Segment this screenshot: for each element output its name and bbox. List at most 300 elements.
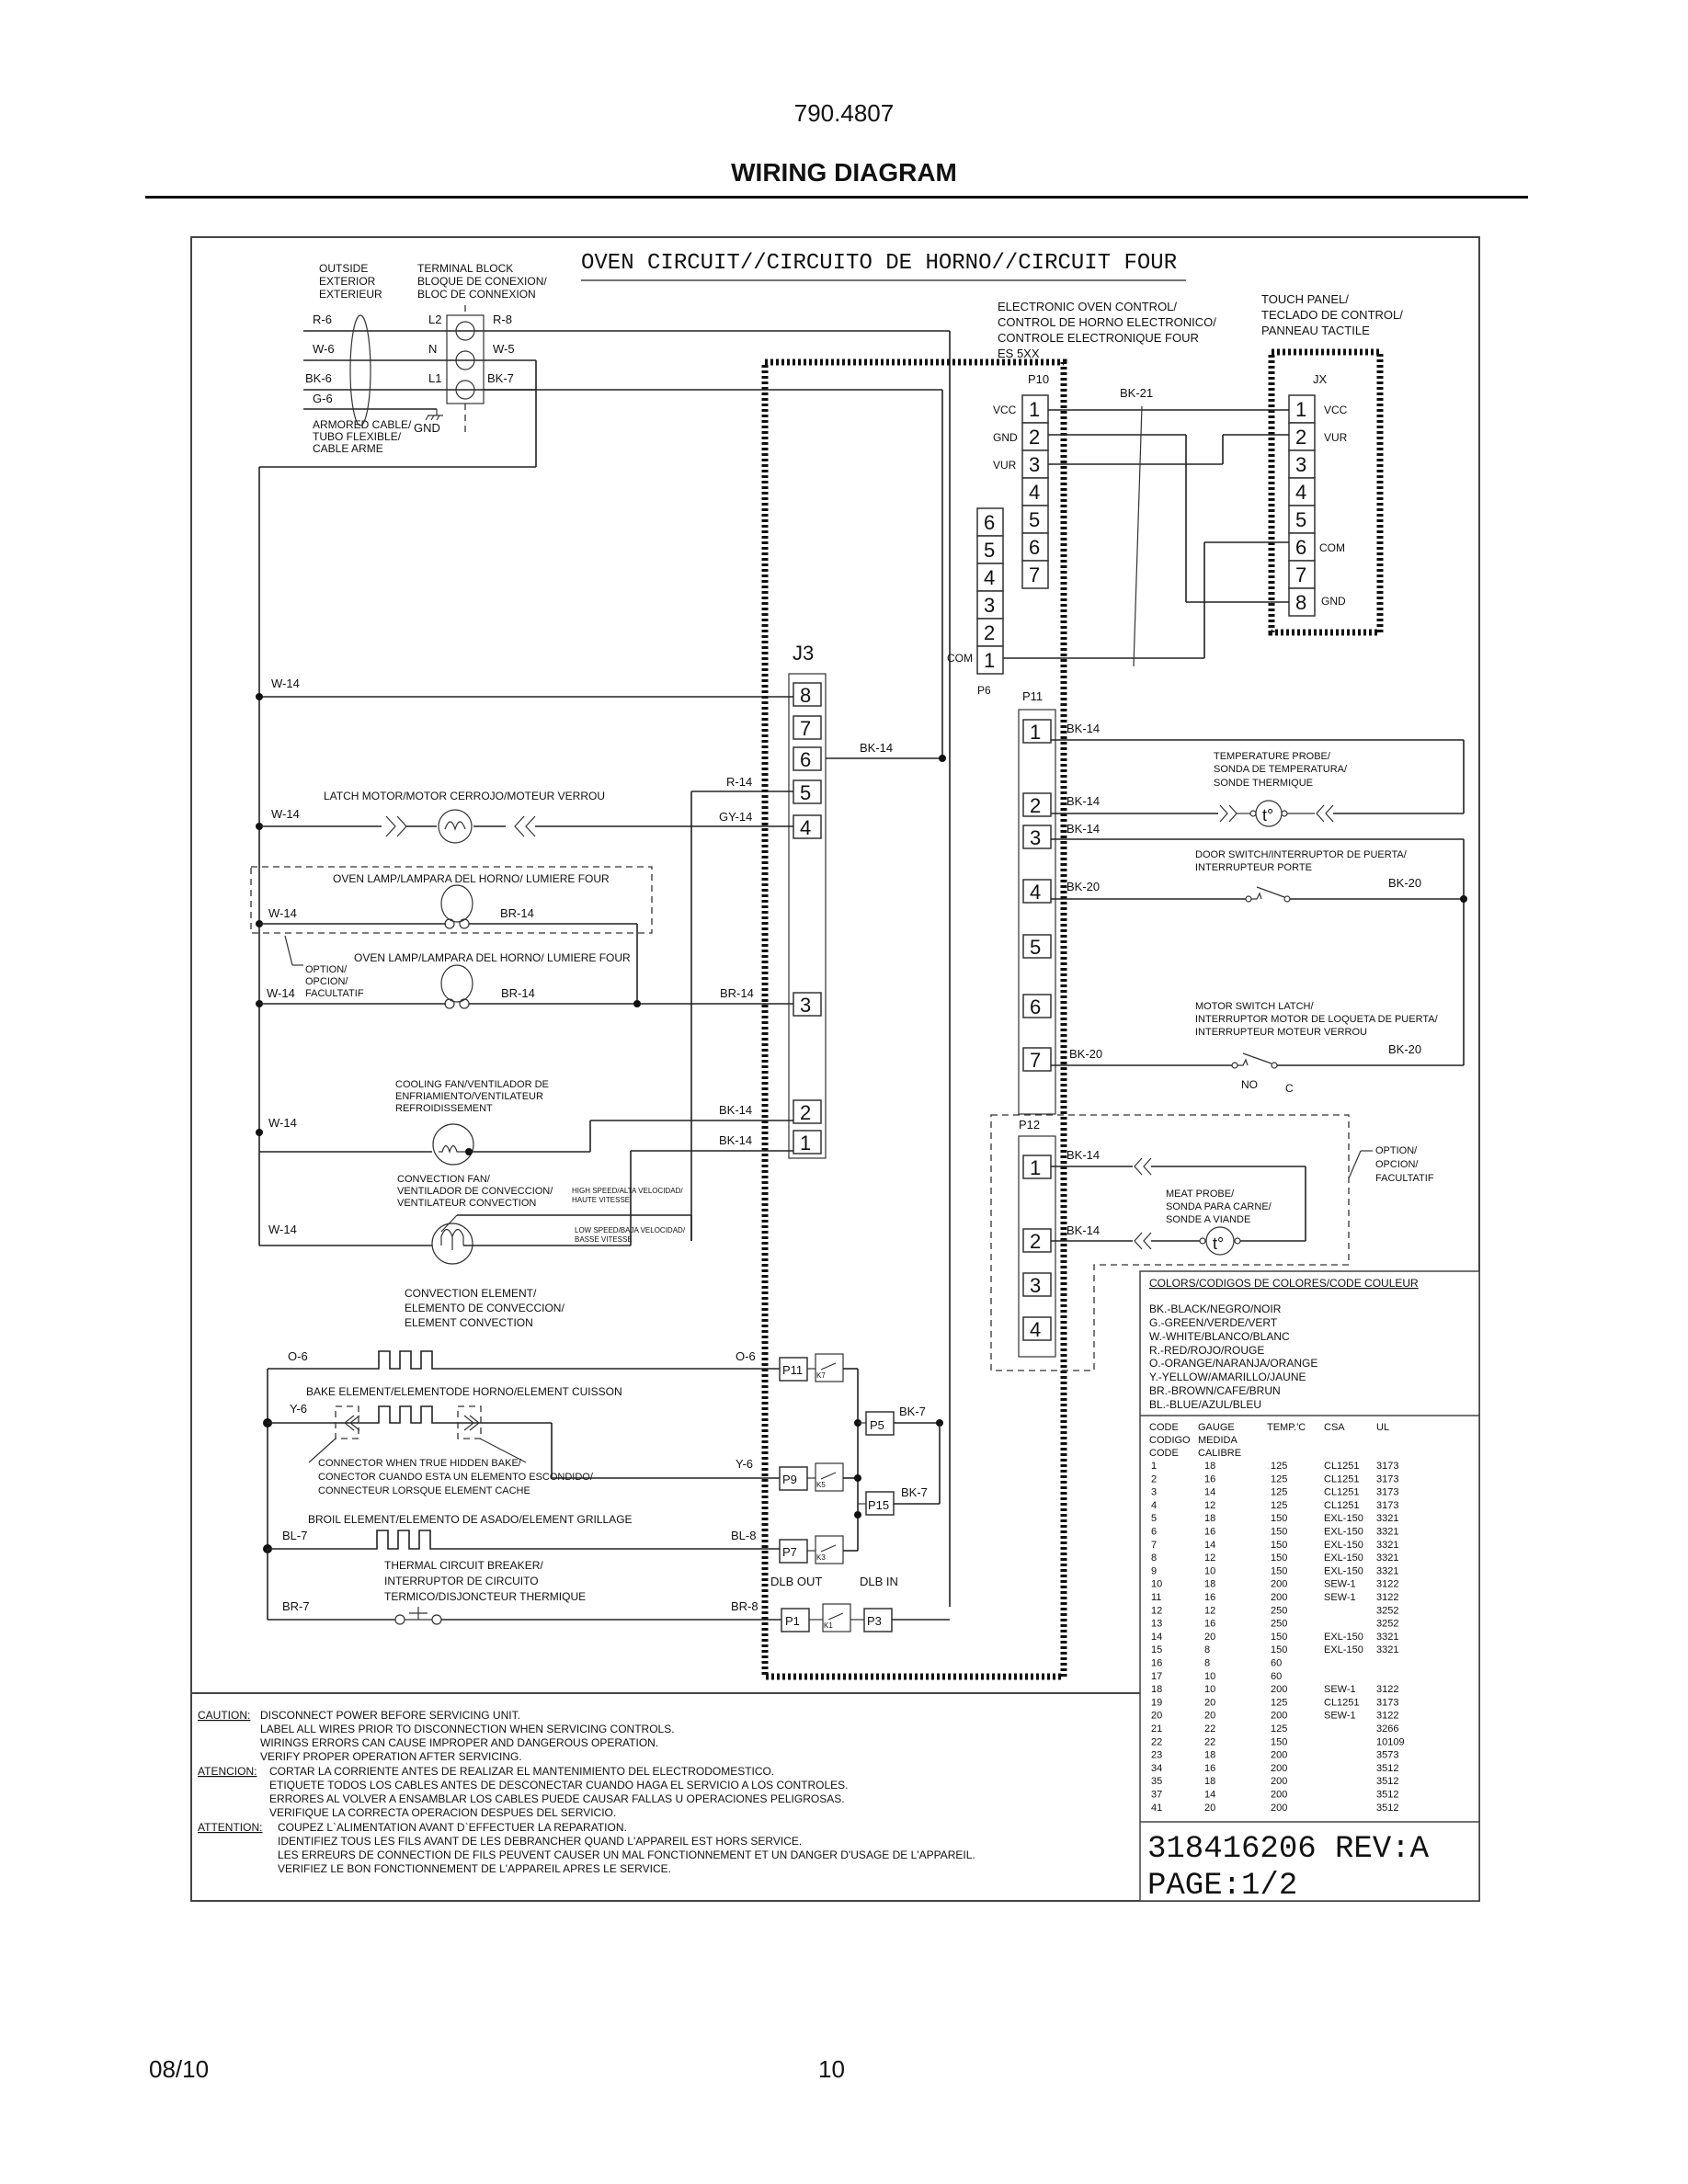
gauge-table-cell: 3321 (1376, 1526, 1399, 1538)
svg-text:3: 3 (1295, 453, 1307, 476)
svg-text:OUTSIDE: OUTSIDE (319, 262, 369, 275)
j3-label: J3 (793, 642, 815, 665)
p10-label: P10 (1028, 372, 1050, 386)
svg-text:ARMORED CABLE/: ARMORED CABLE/ (313, 418, 412, 431)
j3-pin5-wire: R-14 (726, 775, 753, 789)
gauge-table-cell: 3122 (1376, 1592, 1399, 1603)
cooling-fan-icon (259, 1120, 793, 1165)
svg-text:P7: P7 (782, 1545, 797, 1559)
svg-text:SONDA PARA CARNE/: SONDA PARA CARNE/ (1166, 1201, 1272, 1212)
breaker-right-wire: BR-8 (731, 1599, 758, 1613)
gauge-table-cell: 3173 (1376, 1486, 1399, 1498)
door-switch-wire: BK-20 (1388, 876, 1422, 890)
svg-text:VCC: VCC (1324, 404, 1348, 416)
svg-text:2: 2 (1030, 794, 1042, 817)
svg-text:BK-7: BK-7 (487, 371, 514, 385)
svg-text:GAUGE: GAUGE (1198, 1422, 1235, 1433)
svg-text:K5: K5 (816, 1481, 826, 1489)
svg-text:BK-20: BK-20 (1069, 1047, 1103, 1061)
svg-text:CONNECTOR WHEN TRUE HIDDEN BAK: CONNECTOR WHEN TRUE HIDDEN BAKE/ (318, 1458, 521, 1469)
gauge-table-cell: 18 (1151, 1684, 1163, 1696)
svg-text:MOTOR SWITCH LATCH/: MOTOR SWITCH LATCH/ (1195, 1001, 1314, 1012)
svg-text:ENFRIAMIENTO/VENTILATEUR: ENFRIAMIENTO/VENTILATEUR (395, 1091, 543, 1102)
gauge-table-cell: 10 (1204, 1565, 1216, 1577)
gauge-table-cell: 14 (1204, 1789, 1216, 1801)
svg-text:2: 2 (1295, 426, 1307, 449)
gauge-table-cell: 20 (1204, 1631, 1216, 1643)
conv-left-wire: O-6 (288, 1349, 308, 1363)
svg-text:1: 1 (984, 649, 996, 672)
gauge-table-cell: 3321 (1376, 1631, 1399, 1643)
dlb-in-label: DLB IN (860, 1575, 898, 1588)
svg-text:W-14: W-14 (271, 677, 300, 690)
svg-text:BK-7: BK-7 (901, 1485, 928, 1499)
gauge-table-cell: 20 (1204, 1802, 1216, 1814)
svg-text:5: 5 (1295, 508, 1307, 531)
gauge-table-cell: 22 (1151, 1736, 1163, 1748)
svg-text:P6: P6 (977, 684, 991, 697)
svg-text:2: 2 (1029, 426, 1041, 449)
svg-text:ERRORES AL VOLVER A ENSAMBLAR: ERRORES AL VOLVER A ENSAMBLAR LOS CABLES PUEDE CAUSAR FALLAS U OPERACIONES PELIGROSAS. (269, 1792, 845, 1805)
svg-text:P3: P3 (867, 1614, 882, 1628)
gauge-table-cell: 200 (1271, 1789, 1288, 1801)
latch-motor-label: LATCH MOTOR/MOTOR CERROJO/MOTEUR VERROU (324, 790, 606, 802)
gauge-table-cell: 1 (1151, 1461, 1158, 1472)
svg-text:BK-14: BK-14 (1066, 1223, 1101, 1237)
gauge-table-cell: 15 (1151, 1644, 1163, 1656)
gauge-table-cell: 12 (1204, 1553, 1216, 1564)
gauge-table-cell: 200 (1271, 1592, 1288, 1603)
svg-text:EXTERIOR: EXTERIOR (319, 275, 376, 288)
svg-text:C: C (1285, 1082, 1294, 1095)
relay-k1 (781, 1604, 950, 1632)
svg-text:O.-ORANGE/NARANJA/ORANGE: O.-ORANGE/NARANJA/ORANGE (1149, 1357, 1318, 1370)
svg-text:7: 7 (1029, 563, 1041, 586)
gauge-table-cell: 125 (1271, 1499, 1288, 1511)
gauge-table-cell: 150 (1271, 1736, 1288, 1748)
bake-right-wire: Y-6 (736, 1457, 754, 1471)
gauge-table-cell: 3321 (1376, 1513, 1399, 1525)
svg-text:R.-RED/ROJO/ROUGE: R.-RED/ROJO/ROUGE (1149, 1344, 1265, 1357)
svg-text:W-14: W-14 (271, 807, 300, 821)
gauge-table-cell: 125 (1271, 1723, 1288, 1735)
svg-text:LES ERREURS DE CONNECTION DE F: LES ERREURS DE CONNECTION DE FILS PEUVENT CAUSER UN MAL FONCTIONNEMENT ET UN DANGER D'USAGE DE L'APPAREIL. (278, 1848, 975, 1861)
gauge-table-cell: EXL-150 (1324, 1513, 1363, 1525)
gauge-table-cell: EXL-150 (1324, 1565, 1363, 1577)
svg-text:G.-GREEN/VERDE/VERT: G.-GREEN/VERDE/VERT (1149, 1316, 1278, 1329)
motor-switch-icon (1232, 1053, 1464, 1095)
gauge-table-cell: 200 (1271, 1578, 1288, 1590)
gauge-table-cell: 23 (1151, 1749, 1163, 1761)
svg-text:P15: P15 (868, 1498, 890, 1512)
relay-k5 (780, 1463, 858, 1491)
svg-text:INTERRUPTOR DE CIRCUITO: INTERRUPTOR DE CIRCUITO (384, 1575, 539, 1587)
broil-right-wire: BL-8 (731, 1529, 757, 1542)
svg-text:CODIGO: CODIGO (1149, 1435, 1191, 1446)
svg-text:P1: P1 (785, 1614, 800, 1628)
j3-pin3-wire: BR-14 (720, 986, 754, 1000)
svg-text:1: 1 (800, 1132, 812, 1155)
oven-lamp-label: OVEN LAMP/LAMPARA DEL HORNO/ LUMIERE FOUR (354, 951, 631, 964)
svg-text:CONTROL DE HORNO ELECTRONICO/: CONTROL DE HORNO ELECTRONICO/ (998, 315, 1216, 329)
svg-text:8: 8 (1295, 591, 1307, 614)
oven-lamp-label-optional: OVEN LAMP/LAMPARA DEL HORNO/ LUMIERE FOUR (333, 872, 610, 885)
gauge-table-cell: 10109 (1376, 1736, 1405, 1748)
svg-text:INTERRUPTOR MOTOR DE LOQUETA D: INTERRUPTOR MOTOR DE LOQUETA DE PUERTA/ (1195, 1014, 1438, 1025)
svg-text:OPTION/: OPTION/ (305, 964, 348, 975)
j3-pin1-wire: BK-14 (719, 1133, 753, 1147)
svg-text:CALIBRE: CALIBRE (1198, 1448, 1242, 1459)
svg-text:TEMPERATURE PROBE/: TEMPERATURE PROBE/ (1214, 751, 1330, 762)
gauge-table-cell: 200 (1271, 1749, 1288, 1761)
svg-text:3: 3 (984, 594, 996, 617)
svg-text:EXTERIEUR: EXTERIEUR (319, 288, 382, 301)
svg-text:ELECTRONIC OVEN CONTROL/: ELECTRONIC OVEN CONTROL/ (998, 300, 1178, 313)
gauge-table-cell: 14 (1151, 1631, 1163, 1643)
gauge-table-cell: 150 (1271, 1565, 1288, 1577)
svg-text:K3: K3 (816, 1553, 826, 1562)
svg-text:CONVECTION ELEMENT/: CONVECTION ELEMENT/ (405, 1287, 537, 1300)
svg-text:BK-20: BK-20 (1066, 880, 1101, 893)
bake-left-wire: Y-6 (290, 1402, 308, 1416)
svg-text:CODE: CODE (1149, 1448, 1179, 1459)
gauge-table-cell: 16 (1204, 1592, 1216, 1603)
gauge-table-cell: 7 (1151, 1539, 1158, 1551)
svg-text:W-14: W-14 (267, 986, 295, 1000)
svg-text:3: 3 (1029, 453, 1041, 476)
svg-text:5: 5 (1029, 508, 1041, 531)
svg-text:LOW SPEED/BAJA VELOCIDAD/: LOW SPEED/BAJA VELOCIDAD/ (575, 1226, 686, 1234)
svg-text:TUBO FLEXIBLE/: TUBO FLEXIBLE/ (313, 430, 402, 443)
svg-text:TERMINAL BLOCK: TERMINAL BLOCK (417, 262, 514, 275)
svg-text:R-8: R-8 (493, 313, 512, 326)
gauge-table-cell: 5 (1151, 1513, 1158, 1525)
gauge-table-cell: 10 (1151, 1578, 1163, 1590)
gauge-table-cell: 150 (1271, 1644, 1288, 1656)
gauge-table-cell: 3512 (1376, 1789, 1399, 1801)
svg-text:VUR: VUR (1324, 431, 1348, 444)
svg-text:7: 7 (800, 717, 812, 740)
svg-text:G-6: G-6 (313, 392, 333, 405)
svg-text:TECLADO DE CONTROL/: TECLADO DE CONTROL/ (1261, 308, 1403, 322)
svg-text:L1: L1 (428, 371, 442, 385)
color-code-legend (1140, 1271, 1479, 1901)
svg-text:OPCION/: OPCION/ (1375, 1159, 1419, 1170)
gauge-table-cell: 18 (1204, 1513, 1216, 1525)
gauge-table-cell: 18 (1204, 1578, 1216, 1590)
svg-text:WIRINGS ERRORS CAN CAUSE IMPRO: WIRINGS ERRORS CAN CAUSE IMPROPER AND DANGEROUS OPERATION. (260, 1736, 659, 1749)
svg-text:BK-7: BK-7 (899, 1405, 926, 1418)
svg-text:7: 7 (1030, 1049, 1042, 1072)
gauge-table-cell: 60 (1271, 1657, 1283, 1669)
gauge-table-cell: SEW-1 (1324, 1710, 1356, 1722)
thermal-breaker-icon (268, 1607, 793, 1624)
gauge-table-cell: 6 (1151, 1526, 1158, 1538)
svg-text:2: 2 (984, 621, 996, 644)
j3-pin2-wire: BK-14 (719, 1103, 753, 1117)
gauge-table-cell: 250 (1271, 1605, 1288, 1617)
svg-text:CONTROLE ELECTRONIQUE FOUR: CONTROLE ELECTRONIQUE FOUR (998, 331, 1199, 345)
gauge-table-cell: 12 (1204, 1605, 1216, 1617)
armored-cable-label (313, 418, 412, 455)
jx-label: JX (1313, 372, 1328, 386)
touch-panel-outline (1272, 352, 1380, 632)
outside-label (319, 262, 382, 301)
broil-left-wire: BL-7 (282, 1529, 308, 1542)
svg-text:MEAT PROBE/: MEAT PROBE/ (1166, 1189, 1235, 1200)
gauge-table-cell: 3512 (1376, 1762, 1399, 1774)
svg-text:COUPEZ L`ALIMENTATION AVANT D`: COUPEZ L`ALIMENTATION AVANT D`EFFECTUER LA REPARATION. (278, 1821, 627, 1834)
ground-icon (426, 409, 443, 420)
lamp-wire: BR-14 (501, 986, 535, 1000)
svg-text:CORTAR LA CORRIENTE ANTES DE R: CORTAR LA CORRIENTE ANTES DE REALIZAR EL MANTENIMIENTO DEL ELECTRODOMESTICO. (269, 1765, 775, 1778)
door-switch-icon (1246, 887, 1467, 903)
gauge-table-cell: 2 (1151, 1473, 1158, 1485)
svg-text:1: 1 (1030, 721, 1042, 744)
svg-text:VUR: VUR (993, 459, 1017, 472)
svg-text:ETIQUETE TODOS LOS CABLES ANTE: ETIQUETE TODOS LOS CABLES ANTES DE DESCONECTAR CUANDO HAGA EL SERVICIO A LOS CONTROLES. (269, 1779, 849, 1792)
convection-fan-label (397, 1174, 553, 1209)
svg-text:W-14: W-14 (268, 1223, 297, 1236)
gauge-table-cell: 41 (1151, 1802, 1163, 1814)
svg-text:ATENCION:: ATENCION: (198, 1765, 257, 1778)
gauge-table-cell: 150 (1271, 1631, 1288, 1643)
svg-text:BK-14: BK-14 (1066, 722, 1101, 735)
gauge-table-cell: 16 (1151, 1657, 1163, 1669)
svg-text:BK-21: BK-21 (1120, 386, 1154, 400)
svg-text:8: 8 (800, 684, 812, 707)
jx-connector (1289, 395, 1348, 616)
svg-text:W-14: W-14 (268, 1116, 297, 1130)
svg-text:K7: K7 (816, 1371, 826, 1380)
conv-right-wire: O-6 (736, 1349, 756, 1363)
svg-text:ES 5XX: ES 5XX (998, 347, 1040, 360)
gauge-table-cell: 200 (1271, 1684, 1288, 1696)
svg-text:ELEMENT CONVECTION: ELEMENT CONVECTION (405, 1316, 533, 1329)
svg-text:VERIFIQUE LA CORRECTA OPERACIO: VERIFIQUE LA CORRECTA OPERACION DESPUES DEL SERVICIO. (269, 1806, 617, 1819)
p11-connector (1019, 710, 1055, 1114)
svg-text:BK-14: BK-14 (1066, 794, 1101, 808)
gauge-table-cell: 16 (1204, 1618, 1216, 1630)
p12-connector (1019, 1136, 1055, 1357)
svg-text:5: 5 (1030, 936, 1042, 959)
gauge-table-cell: 9 (1151, 1565, 1158, 1577)
svg-text:t°: t° (1213, 1234, 1225, 1253)
option-note-lamp (285, 936, 364, 999)
svg-text:BLOQUE DE CONEXION/: BLOQUE DE CONEXION/ (417, 275, 547, 288)
svg-text:LABEL ALL WIRES PRIOR TO DISCO: LABEL ALL WIRES PRIOR TO DISCONNECTION WHEN SERVICING CONTROLS. (260, 1723, 675, 1735)
meat-probe-icon (1200, 1227, 1306, 1255)
svg-text:VENTILADOR DE CONVECCION/: VENTILADOR DE CONVECCION/ (397, 1186, 553, 1197)
svg-text:HAUTE VITESSE: HAUTE VITESSE (572, 1196, 631, 1204)
gauge-table-cell: 150 (1271, 1513, 1288, 1525)
svg-text:SONDE THERMIQUE: SONDE THERMIQUE (1214, 778, 1313, 789)
gauge-table-cell: 14 (1204, 1486, 1216, 1498)
gauge-table-cell: 3573 (1376, 1749, 1399, 1761)
svg-text:Y.-YELLOW/AMARILLO/JAUNE: Y.-YELLOW/AMARILLO/JAUNE (1149, 1371, 1306, 1383)
svg-text:UL: UL (1376, 1422, 1390, 1433)
svg-text:4: 4 (1030, 881, 1042, 904)
gauge-table-cell: 3321 (1376, 1644, 1399, 1656)
svg-text:SONDA DE TEMPERATURA/: SONDA DE TEMPERATURA/ (1214, 764, 1348, 775)
electronic-control-label (998, 300, 1216, 360)
gauge-table-cell: 3321 (1376, 1553, 1399, 1564)
svg-text:K1: K1 (824, 1621, 833, 1630)
plug-p15 (858, 1485, 940, 1515)
gauge-table-cell: 16 (1204, 1762, 1216, 1774)
motor-switch-wire: BK-20 (1388, 1042, 1422, 1056)
gauge-table-cell: CL1251 (1324, 1461, 1360, 1472)
svg-text:6: 6 (984, 511, 996, 534)
svg-text:INTERRUPTEUR PORTE: INTERRUPTEUR PORTE (1195, 862, 1312, 873)
svg-text:4: 4 (1295, 481, 1307, 504)
high-speed-label (572, 1187, 683, 1204)
svg-text:DOOR SWITCH/INTERRUPTOR DE PUE: DOOR SWITCH/INTERRUPTOR DE PUERTA/ (1195, 849, 1407, 860)
gauge-table-cell: 10 (1204, 1670, 1216, 1682)
gauge-table-cell: 3173 (1376, 1499, 1399, 1511)
svg-text:BK-14: BK-14 (1066, 822, 1101, 836)
gauge-table-cell: 3122 (1376, 1710, 1399, 1722)
svg-text:VERIFIEZ LE BON FONCTIONNEMENT: VERIFIEZ LE BON FONCTIONNEMENT DE L'APPAREIL APRES LE SERVICE. (278, 1862, 671, 1875)
caution-block (198, 1709, 975, 1875)
j3-pin6-wire: BK-14 (860, 741, 894, 755)
svg-text:SONDE A VIANDE: SONDE A VIANDE (1166, 1214, 1251, 1225)
svg-text:P9: P9 (782, 1473, 797, 1486)
gauge-table-cell: CL1251 (1324, 1473, 1360, 1485)
gauge-table-cell: 14 (1204, 1539, 1216, 1551)
gauge-table-cell: 200 (1271, 1802, 1288, 1814)
svg-text:HIGH SPEED/ALTA VELOCIDAD/: HIGH SPEED/ALTA VELOCIDAD/ (572, 1187, 683, 1195)
dlb-out-label: DLB OUT (770, 1575, 823, 1588)
gauge-table-cell: 22 (1204, 1736, 1216, 1748)
page-indicator: PAGE:1/2 (1147, 1869, 1298, 1904)
gauge-table-cell: SEW-1 (1324, 1592, 1356, 1603)
svg-text:VCC: VCC (993, 404, 1017, 416)
svg-text:TOUCH PANEL/: TOUCH PANEL/ (1261, 292, 1349, 306)
door-switch-label (1195, 849, 1408, 873)
svg-text:THERMAL CIRCUIT BREAKER/: THERMAL CIRCUIT BREAKER/ (384, 1559, 543, 1572)
terminal-block (428, 305, 515, 437)
gauge-table-cell: EXL-150 (1324, 1526, 1363, 1538)
svg-text:2: 2 (1030, 1230, 1042, 1253)
circuit-title: OVEN CIRCUIT//CIRCUITO DE HORNO//CIRCUIT FOUR (581, 251, 1178, 276)
gauge-table-cell: CL1251 (1324, 1697, 1360, 1709)
svg-text:COOLING FAN/VENTILADOR DE: COOLING FAN/VENTILADOR DE (395, 1079, 549, 1090)
svg-text:TEMP.'C: TEMP.'C (1267, 1422, 1306, 1433)
gauge-table-cell: 3173 (1376, 1697, 1399, 1709)
relay-k3 (780, 1536, 858, 1564)
bake-element-label: BAKE ELEMENT/ELEMENTODE HORNO/ELEMENT CUISSON (306, 1385, 622, 1398)
svg-text:1: 1 (1030, 1156, 1042, 1179)
gnd-label: GND (414, 421, 440, 435)
svg-text:W.-WHITE/BLANCO/BLANC: W.-WHITE/BLANCO/BLANC (1149, 1330, 1290, 1343)
gauge-table-cell: 12 (1204, 1499, 1216, 1511)
svg-text:BK-6: BK-6 (305, 371, 332, 385)
lamp-wire-optional: BR-14 (500, 906, 534, 920)
svg-text:4: 4 (800, 816, 812, 839)
gauge-table-cell: 10 (1204, 1684, 1216, 1696)
svg-text:REFROIDISSEMENT: REFROIDISSEMENT (395, 1103, 493, 1114)
svg-text:TERMICO/DISJONCTEUR THERMIQUE: TERMICO/DISJONCTEUR THERMIQUE (384, 1590, 587, 1603)
gauge-table-cell: 3266 (1376, 1723, 1399, 1735)
gauge-table-cell: 200 (1271, 1776, 1288, 1788)
gauge-table-cell: EXL-150 (1324, 1631, 1363, 1643)
svg-text:COM: COM (947, 652, 973, 665)
svg-text:W-6: W-6 (313, 342, 335, 356)
touch-panel-label (1261, 292, 1403, 337)
svg-text:4: 4 (1030, 1318, 1042, 1341)
svg-text:FACULTATIF: FACULTATIF (305, 988, 364, 999)
svg-text:CONNECTEUR LORSQUE ELEMENT CAC: CONNECTEUR LORSQUE ELEMENT CACHE (318, 1485, 530, 1496)
gauge-table-cell: 13 (1151, 1618, 1163, 1630)
p6-connector (947, 508, 1003, 697)
gauge-table-cell: 125 (1271, 1461, 1288, 1472)
gauge-table-cell: SEW-1 (1324, 1578, 1356, 1590)
svg-text:t°: t° (1262, 806, 1274, 825)
gauge-table-cell: 3512 (1376, 1802, 1399, 1814)
gauge-table-cell: 150 (1271, 1539, 1288, 1551)
gauge-table-cell: EXL-150 (1324, 1644, 1363, 1656)
meat-probe-label (1166, 1189, 1272, 1225)
svg-text:CONVECTION FAN/: CONVECTION FAN/ (397, 1174, 490, 1185)
svg-text:OPCION/: OPCION/ (305, 976, 348, 987)
svg-text:FACULTATIF: FACULTATIF (1375, 1173, 1434, 1184)
breaker-left-wire: BR-7 (282, 1599, 310, 1613)
gauge-table-cell: 19 (1151, 1697, 1163, 1709)
gauge-table-cell: 200 (1271, 1762, 1288, 1774)
j3-pin4-wire: GY-14 (719, 810, 753, 824)
svg-text:L2: L2 (428, 313, 442, 326)
gauge-table-cell: 200 (1271, 1710, 1288, 1722)
gauge-table-cell: 21 (1151, 1723, 1163, 1735)
svg-text:DISCONNECT POWER BEFORE SERVIC: DISCONNECT POWER BEFORE SERVICING UNIT. (260, 1709, 520, 1722)
gauge-table-cell: 17 (1151, 1670, 1163, 1682)
svg-text:GND: GND (993, 431, 1018, 444)
gauge-table-cell: CL1251 (1324, 1499, 1360, 1511)
gauge-table-cell: 3321 (1376, 1539, 1399, 1551)
page-title: WIRING DIAGRAM (731, 158, 957, 187)
gauge-table-cell: 3173 (1376, 1473, 1399, 1485)
convection-element-label (405, 1287, 565, 1329)
motor-switch-latch-label (1195, 1001, 1439, 1038)
gauge-table-cell: 16 (1204, 1473, 1216, 1485)
gauge-table-cell: 8 (1204, 1644, 1211, 1656)
temperature-probe-icon (1237, 801, 1464, 826)
svg-text:CSA: CSA (1324, 1422, 1345, 1433)
gauge-table-cell: 18 (1204, 1776, 1216, 1788)
gauge-table-cell: EXL-150 (1324, 1539, 1363, 1551)
broil-element-label: BROIL ELEMENT/ELEMENTO DE ASADO/ELEMENT GRILLAGE (308, 1513, 633, 1526)
svg-text:P11: P11 (782, 1363, 804, 1377)
svg-text:4: 4 (1029, 481, 1041, 504)
p11-label: P11 (1022, 689, 1044, 703)
gauge-table-cell: 20 (1151, 1710, 1163, 1722)
svg-text:BL.-BLUE/AZUL/BLEU: BL.-BLUE/AZUL/BLEU (1149, 1398, 1262, 1411)
svg-text:3: 3 (1030, 826, 1042, 849)
svg-text:6: 6 (1030, 995, 1042, 1018)
gauge-table-cell: 3 (1151, 1486, 1158, 1498)
cooling-fan-label (395, 1079, 549, 1114)
svg-text:CONECTOR CUANDO ESTA UN ELEMEN: CONECTOR CUANDO ESTA UN ELEMENTO ESCONDIDO/ (318, 1472, 593, 1483)
svg-text:6: 6 (800, 748, 812, 771)
gauge-table-cell: SEW-1 (1324, 1684, 1356, 1696)
svg-text:MEDIDA: MEDIDA (1198, 1435, 1237, 1446)
gauge-table-cell: 20 (1204, 1710, 1216, 1722)
gauge-table-cell: 125 (1271, 1486, 1288, 1498)
gauge-table-cell: CL1251 (1324, 1486, 1360, 1498)
svg-text:BR.-BROWN/CAFE/BRUN: BR.-BROWN/CAFE/BRUN (1149, 1384, 1281, 1397)
svg-text:BLOC DE CONNEXION: BLOC DE CONNEXION (417, 288, 536, 301)
